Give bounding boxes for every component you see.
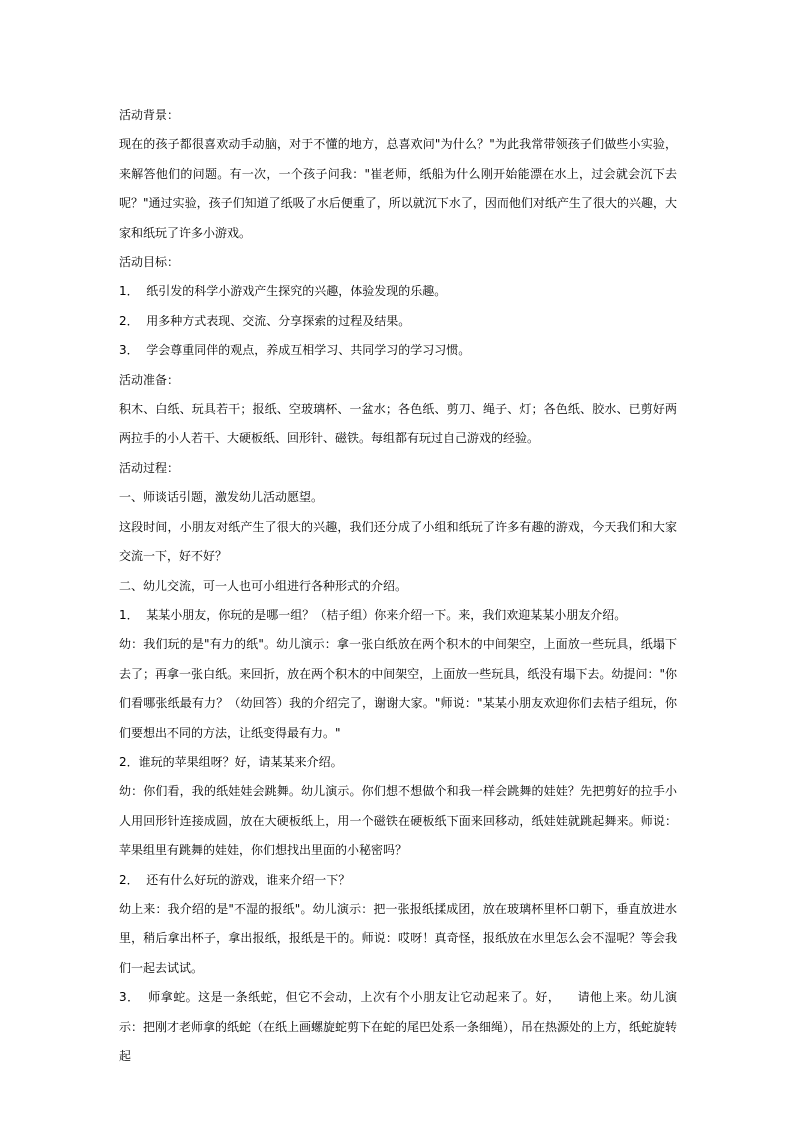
paragraph-preparation: 积木、白纸、玩具若干；报纸、空玻璃杯、一盆水；各色纸、剪刀、绳子、灯；各色纸、胶水、已剪好两两拉手的小人若干、大硬板纸、回形针、磁铁。每组都有玩过自己游戏的经验。	[119, 402, 677, 446]
process-step-2: 二、幼儿交流，可一人也可小组进行各种形式的介绍。	[119, 578, 408, 593]
document-body	[119, 101, 677, 1071]
paragraph-strong-paper: 幼：我们玩的是"有力的纸"。幼儿演示：拿一张白纸放在两个积木的中间架空，上面放一些玩具，纸塌下去了；再拿一张白纸。来回折，放在两个积木的中间架空，上面放一些玩具，纸没有塌下去。幼提问："你们看哪张纸最有力？（幼回答）我的介绍完了，谢谢大家。"师说："某某小朋友欢迎你们去桔子组玩，你们要想出不同的方法，让纸变得最有力。"	[119, 637, 677, 740]
goal-item-3: 3． 学会尊重同伴的观点，养成互相学习、共同学习的学习习惯。	[119, 343, 471, 358]
paragraph-intro: 这段时间，小朋友对纸产生了很大的兴趣，我们还分成了小组和纸玩了许多有趣的游戏，今天我们和大家交流一下，好不好？	[119, 519, 677, 564]
exchange-item-2: 2．谁玩的苹果组呀？好，请某某来介绍。	[119, 754, 343, 769]
exchange-item-2b: 2． 还有什么好玩的游戏，谁来介绍一下？	[119, 872, 351, 887]
paragraph-dry-newspaper: 幼上来：我介绍的是"不湿的报纸"。幼儿演示：把一张报纸揉成团，放在玻璃杯里杯口朝下，垂直放进水里，稍后拿出杯子，拿出报纸，报纸是干的。师说：哎呀！真奇怪，报纸放在水里怎么会不湿呢？等会我们一起去试试。	[119, 901, 677, 975]
goal-item-1: 1． 纸引发的科学小游戏产生探究的兴趣，体验发现的乐趣。	[119, 284, 447, 299]
heading-background: 活动背景：	[119, 108, 180, 122]
paragraph-dancing-doll: 幼：你们看，我的纸娃娃会跳舞。幼儿演示。你们想不想做个和我一样会跳舞的娃娃？先把剪好的拉手小人用回形针连接成圆，放在大硬板纸上，用一个磁铁在硬板纸下面来回移动，纸娃娃就跳起舞来。师说：苹果组里有跳舞的娃娃，你们想找出里面的小秘密吗？	[119, 784, 677, 858]
exchange-item-1: 1． 某某小朋友，你玩的是哪一组？（桔子组）你来介绍一下。来，我们欢迎某某小朋友介绍。	[119, 607, 627, 622]
heading-preparation: 活动准备：	[119, 372, 180, 387]
process-step-1: 一、师谈话引题，激发幼儿活动愿望。	[119, 490, 324, 505]
heading-process: 活动过程：	[119, 460, 180, 475]
paragraph-background: 现在的孩子都很喜欢动手动脑，对于不懂的地方，总喜欢问"为什么？"为此我常带领孩子们做些小实验，来解答他们的问题。有一次，一个孩子问我："崔老师，纸船为什么刚开始能漂在水上，过会就会沉下去呢？"通过实验，孩子们知道了纸吸了水后便重了，所以就沉下水了，因而他们对纸产生了很大的兴趣，大家和纸玩了许多小游戏。	[119, 137, 677, 240]
heading-goals: 活动目标：	[119, 255, 180, 270]
goal-item-2: 2． 用多种方式表现、交流、分享探索的过程及结果。	[119, 313, 411, 328]
exchange-item-3: 3． 师拿蛇。这是一条纸蛇，但它不会动，上次有个小朋友让它动起来了。好， 请他上来。幼儿演示：把刚才老师拿的纸蛇（在纸上画螺旋蛇剪下在蛇的尾巴处系一条细绳），吊在热源处的上方，纸蛇旋转起	[119, 990, 678, 1063]
